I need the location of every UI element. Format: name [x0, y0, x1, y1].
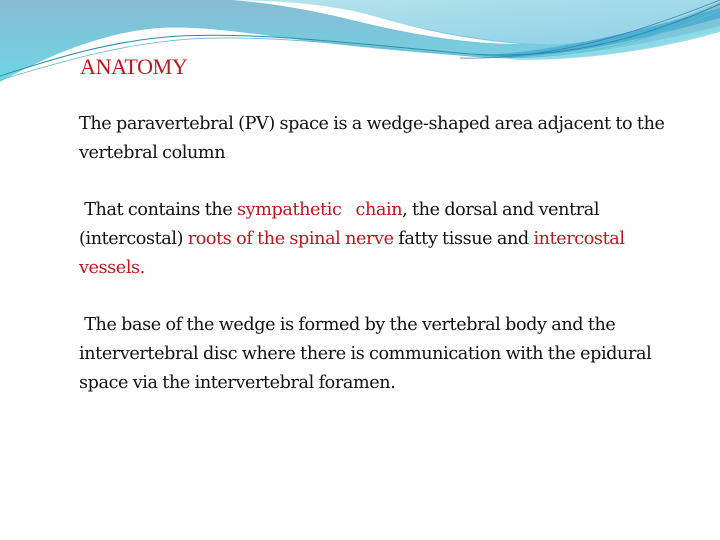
paragraph-definition: [79, 110, 679, 168]
highlighted-term: sympathetic chain: [237, 200, 403, 220]
slide-title: ANATOMY: [80, 54, 188, 79]
text-segment: The base of the wedge is formed by the vertebral body and the intervertebral disc where there is communication with the epidural space via the intervertebral foramen.: [79, 315, 657, 393]
text-segment: The paravertebral (PV) space is a wedge-shaped area adjacent to the vertebral column: [79, 114, 670, 163]
highlighted-term: roots of the spinal nerve: [187, 229, 394, 249]
paragraph-contents: [79, 196, 679, 283]
paragraph-base: [79, 311, 679, 398]
text-segment: fatty tissue and: [393, 229, 534, 249]
highlighted-term: intercostal vessels.: [79, 229, 630, 278]
text-segment: , the dorsal and ventral (intercostal): [79, 200, 604, 249]
text-segment: That contains the: [79, 200, 238, 220]
